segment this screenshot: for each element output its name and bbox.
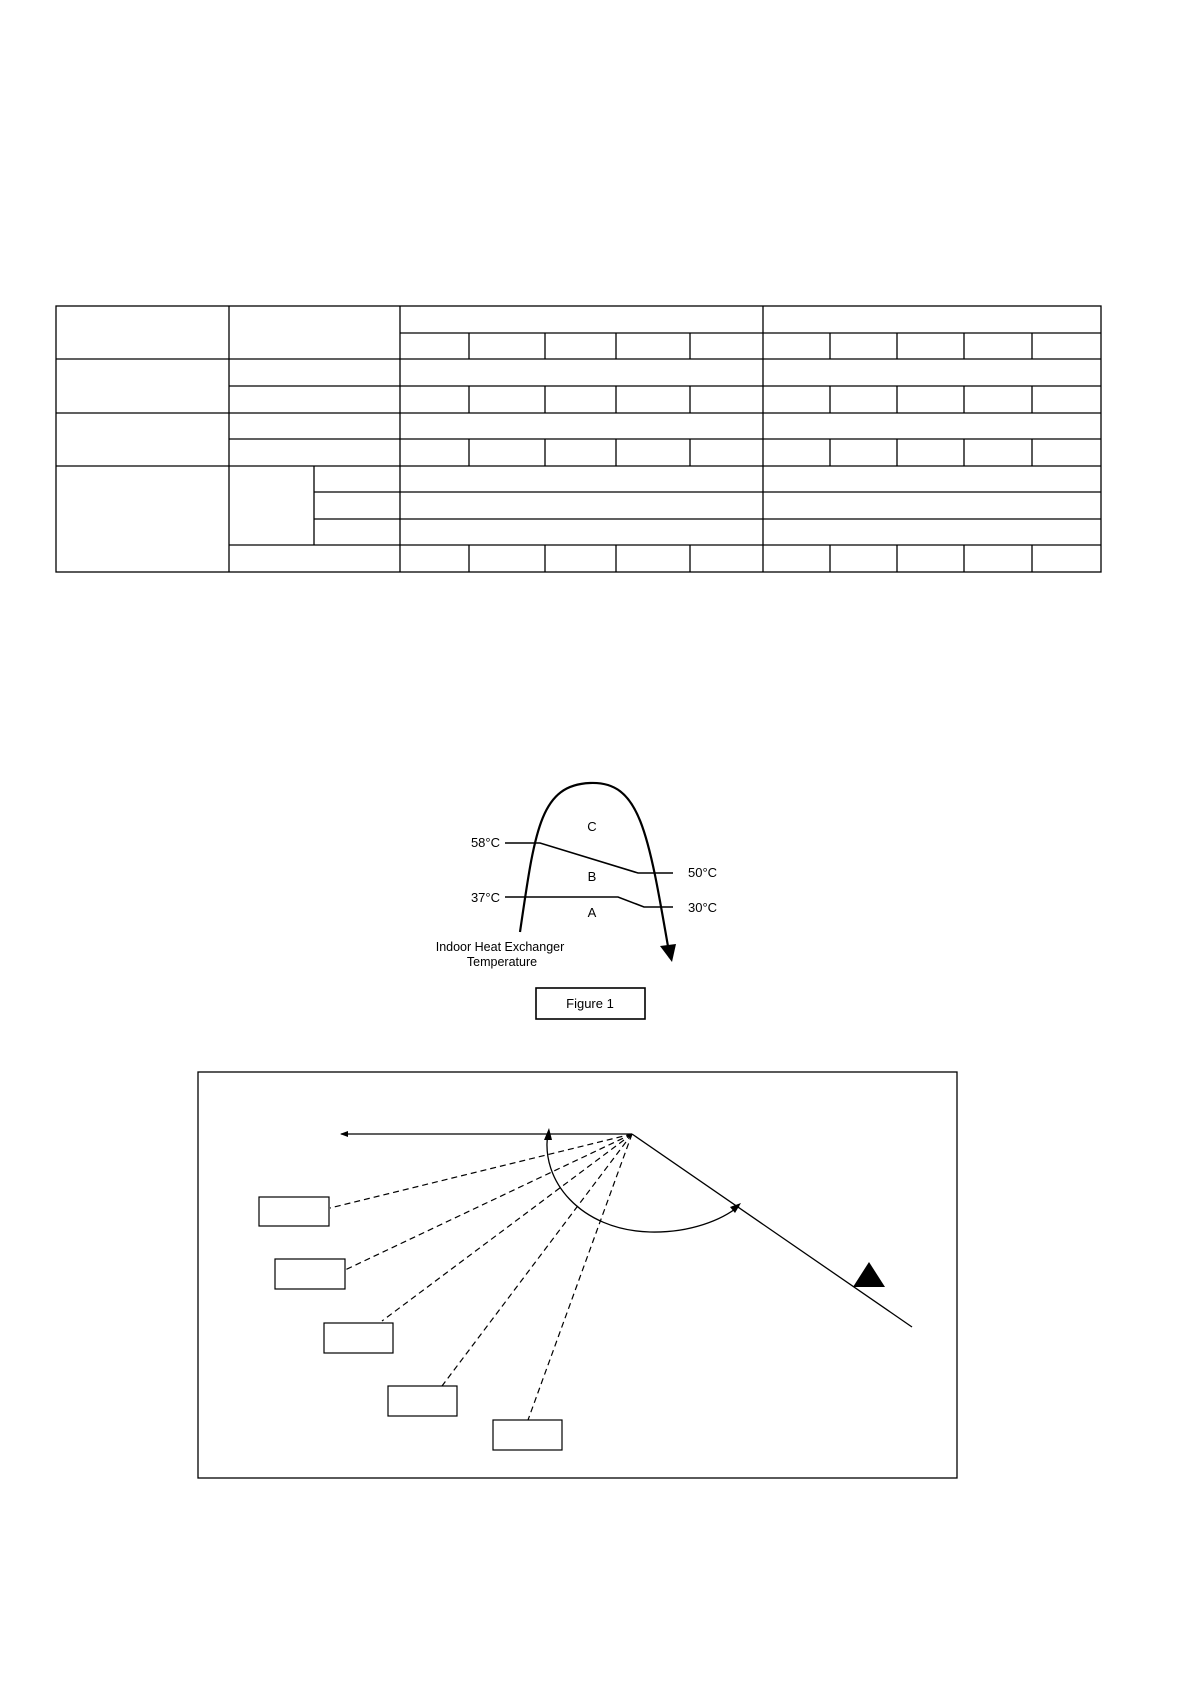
temp-58-label: 58°C bbox=[470, 835, 500, 850]
caption-line1: Indoor Heat Exchanger bbox=[435, 940, 565, 954]
zone-c-label: C bbox=[587, 819, 597, 834]
angle-label-box-4 bbox=[388, 1386, 457, 1416]
angle-label-box-1 bbox=[259, 1197, 329, 1226]
angle-label-box-5 bbox=[493, 1420, 562, 1450]
angle-label-box-2 bbox=[275, 1259, 345, 1289]
figure-label: Figure 1 bbox=[566, 996, 614, 1011]
zone-a-label: A bbox=[587, 905, 597, 920]
temp-37-label: 37°C bbox=[470, 890, 500, 905]
caption-line2: Temperature bbox=[466, 955, 538, 969]
temp-50-label: 50°C bbox=[688, 865, 718, 880]
dashed-rays bbox=[330, 1134, 632, 1420]
angle-arc bbox=[547, 1133, 739, 1232]
temp-30-label: 30°C bbox=[688, 900, 718, 915]
angle-label-box-3 bbox=[324, 1323, 393, 1353]
zone-b-label: B bbox=[587, 869, 597, 884]
triangle-marker-icon bbox=[853, 1262, 885, 1287]
